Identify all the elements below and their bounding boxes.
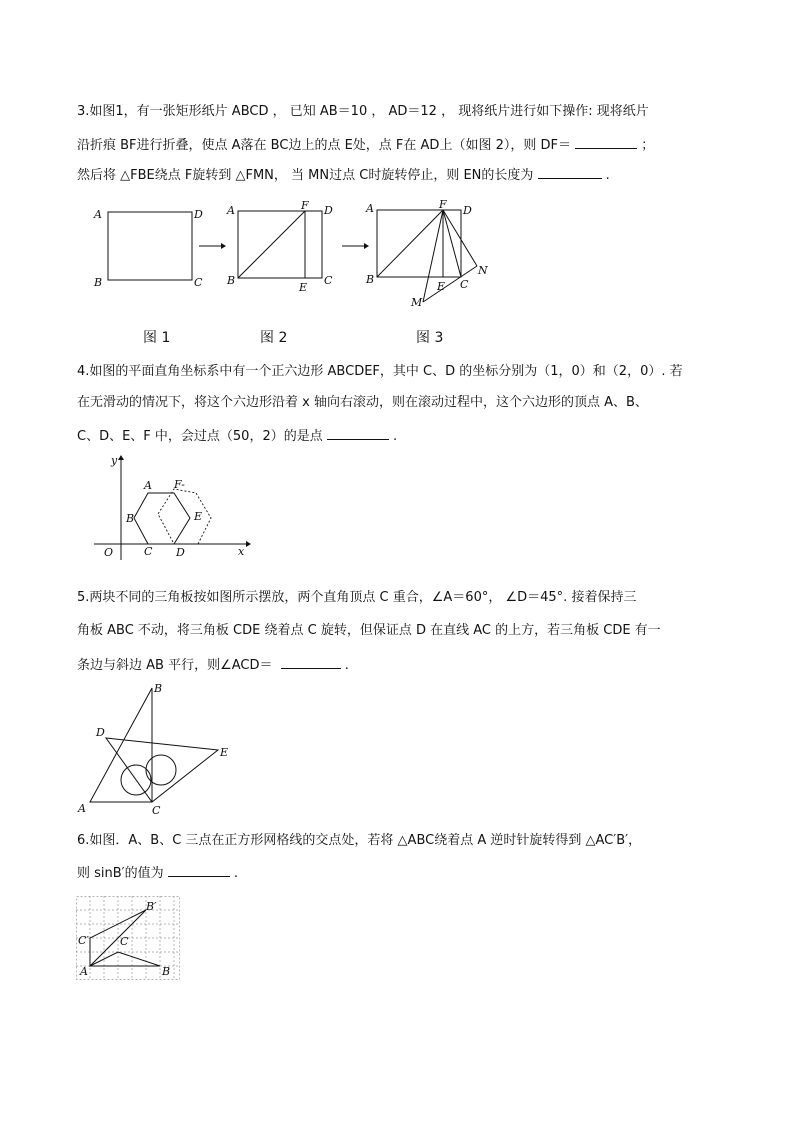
q6-text-1: 6.如图．A、B、C 三点在正方形网格线的交点处，若将 △ABC绕着点 A 逆时针旋转得到 △AC′B′， [77, 833, 642, 848]
q3-fig1-label-c: C [194, 276, 203, 289]
q3-line-2 [77, 134, 654, 155]
q4-line-1 [77, 363, 683, 381]
q4-answer-blank[interactable] [327, 425, 389, 440]
q3-fig1-rectangle [108, 212, 192, 280]
q6-label-b2: B′ [146, 900, 157, 913]
q4-label-e: E [194, 510, 203, 523]
q3-fig2-label-c: C [324, 274, 333, 287]
q3-fig3-label-d: D [463, 204, 472, 217]
q6-line-1 [77, 832, 641, 850]
q4-line-2 [77, 394, 648, 412]
q4-figure [90, 452, 260, 572]
q4-label-x: x [238, 545, 245, 558]
q6-label-a: A [80, 965, 88, 978]
q4-hexagon [134, 493, 190, 544]
q5-text-2: 角板 ABC 不动，将三角板 CDE 绕着点 C 旋转，但保证点 D 在直线 AC 的上方，若三角板 CDE 有一 [77, 623, 661, 638]
q3-fig3-fold-bf [377, 210, 443, 277]
q3-caption-1: 图 1 [143, 330, 171, 346]
q4-label-f: F- [174, 478, 185, 491]
q5-line-3 [77, 654, 349, 675]
q3-text-2-end: ； [641, 138, 655, 153]
q3-fig1-label-d: D [194, 208, 203, 221]
q6-label-b: B [162, 965, 171, 978]
q3-fig3-segment-mn [423, 266, 477, 302]
q3-fig2-label-d: D [324, 204, 333, 217]
q4-line-3 [77, 425, 397, 446]
q3-fig2-label-f: F [301, 199, 309, 212]
q3-fig3-segment-fn [443, 210, 477, 266]
q4-text-2: 在无滑动的情况下，将这个六边形沿着 x 轴向右滚动，则在滚动过程中，这个六边形的顶点 A、B、 [77, 395, 648, 410]
q5-text-3: 条边与斜边 AB 平行，则∠ACD＝ [77, 658, 273, 673]
q3-fig3-label-a: A [366, 202, 374, 215]
q4-label-y: y [111, 454, 118, 467]
q6-figure [76, 896, 182, 982]
q6-triangle-abc [90, 952, 160, 966]
q5-label-c: C [152, 804, 161, 817]
q5-text-1: 5.两块不同的三角板按如图所示摆放，两个直角顶点 C 重合，∠A＝60°， ∠D＝45°. 接着保持三 [77, 590, 637, 605]
q3-fig3-rectangle [377, 210, 461, 277]
q4-label-b: B [126, 512, 135, 525]
q6-line-2 [77, 862, 238, 883]
q4-hexagon-rolled [158, 489, 211, 544]
q5-label-d: D [96, 726, 105, 739]
q3-fig2-rectangle [238, 211, 322, 278]
q3-text-2: 沿折痕 BF进行折叠，使点 A落在 BC边上的点 E处，点 F在 AD上（如图 2），则 DF＝ [77, 138, 571, 153]
q3-answer-blank-1[interactable] [575, 134, 637, 149]
q3-fig3-label-f: F [439, 198, 447, 211]
q5-label-a: A [78, 802, 86, 815]
q3-fig1-label-a: A [94, 208, 102, 221]
q4-text-3: C、D、E、F 中，会过点（50，2）的是点 [77, 429, 323, 444]
q3-answer-blank-2[interactable] [538, 164, 602, 179]
q3-fig1-label-b: B [94, 276, 103, 289]
q4-label-a: A [144, 479, 152, 492]
q4-label-d: D [176, 546, 185, 559]
q5-line-2 [77, 622, 661, 640]
q6-label-c2: C′ [78, 934, 89, 947]
q5-line-1 [77, 589, 636, 607]
q3-fig2-label-b: B [227, 274, 236, 287]
q3-line-1 [77, 103, 649, 121]
q4-text-3-end: . [393, 429, 398, 444]
q6-text-2: 则 sinB′的值为 [77, 866, 164, 881]
q5-arc-c2 [146, 755, 176, 785]
q6-text-2-end: . [233, 866, 239, 881]
q3-arrow-1 [197, 240, 227, 252]
q6-label-c: C [120, 935, 129, 948]
q3-text-3-end: . [605, 168, 610, 183]
q3-fig3-segment-fc [443, 210, 461, 277]
q6-answer-blank[interactable] [168, 862, 230, 877]
q3-figure-3 [365, 198, 495, 310]
q5-triangle-abc [90, 688, 152, 802]
q5-answer-blank[interactable] [281, 654, 341, 669]
q3-figure-2 [225, 198, 345, 298]
q3-caption-2: 图 2 [260, 330, 288, 346]
q3-text-1: 3.如图1，有一张矩形纸片 ABCD ， 已知 AB＝10 ， AD＝12 ， 现将纸片进行如下操作: 现将纸片 [77, 104, 649, 119]
q4-label-o: O [104, 546, 114, 559]
q4-label-c: C [144, 545, 153, 558]
q5-figure [76, 680, 246, 820]
q3-fig3-label-m: M [411, 296, 423, 309]
q3-fig3-label-c: C [460, 278, 469, 291]
q5-label-e: E [220, 746, 229, 759]
q3-figure-1 [90, 200, 210, 295]
q3-fig2-label-a: A [227, 204, 235, 217]
q3-fig2-fold-bf [238, 211, 305, 278]
q3-fig2-label-e: E [299, 281, 308, 294]
q3-line-3 [77, 164, 610, 185]
q3-text-3: 然后将 △FBE绕点 F旋转到 △FMN， 当 MN过点 C时旋转停止，则 EN的长度为 [77, 168, 534, 183]
q5-text-3-end: . [344, 658, 349, 673]
q4-text-1: 4.如图的平面直角坐标系中有一个正六边形 ABCDEF，其中 C、D 的坐标分别为（1，0）和（2，0）. 若 [77, 364, 683, 379]
q3-fig3-label-b: B [366, 273, 375, 286]
q5-triangle-cde [106, 738, 218, 802]
q3-fig3-label-n: N [478, 264, 488, 277]
q3-fig3-label-e: E [437, 280, 446, 293]
q5-label-b: B [154, 682, 163, 695]
q3-caption-3: 图 3 [416, 330, 444, 346]
